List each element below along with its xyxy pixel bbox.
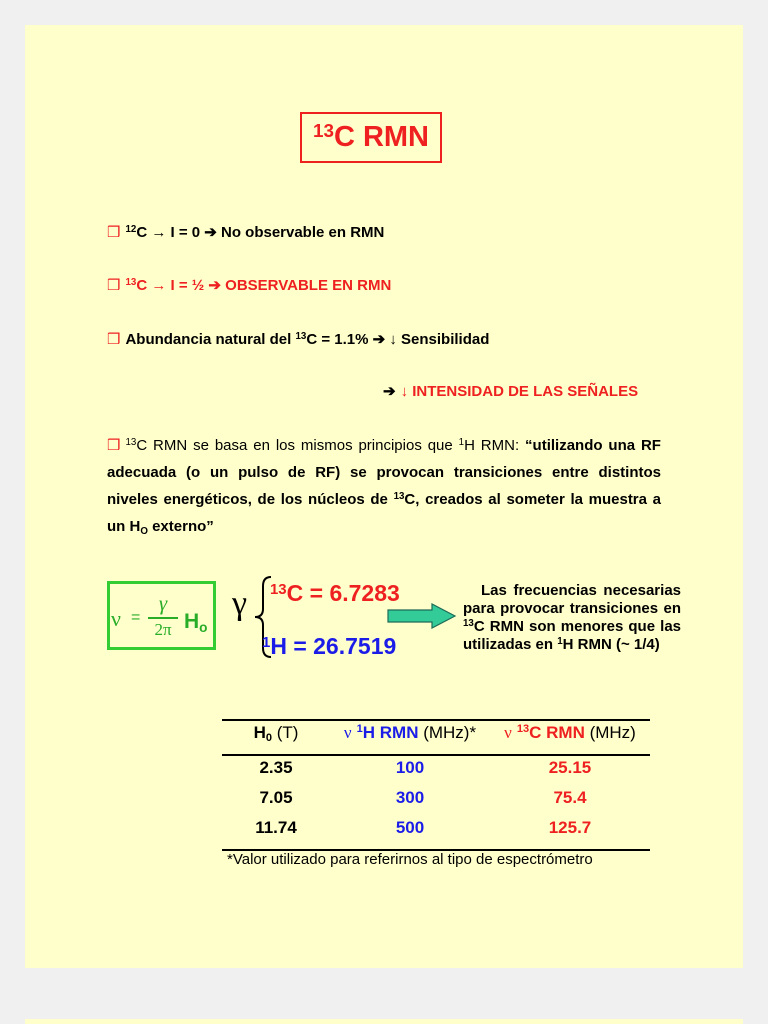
header-1h-frequency <box>330 722 490 744</box>
table-header-row <box>222 722 650 744</box>
gyromagnetic-ratio-symbol: γ <box>232 585 248 622</box>
fraction-numerator: γ <box>158 591 168 615</box>
13c-frequency-value: 25.15 <box>548 758 592 777</box>
bullet-text-prefix: Abundancia natural del <box>125 331 296 348</box>
1h-frequency-value: 500 <box>395 818 425 837</box>
field-subscript: O <box>140 525 148 537</box>
field-value: 11.74 <box>255 818 297 837</box>
note-line: Las frecuencias necesarias <box>481 582 681 599</box>
fraction <box>147 584 179 647</box>
table-row <box>222 757 650 779</box>
paragraph-text: C RMN se basa en los mismos principios que <box>136 437 459 454</box>
paragraph-line <box>107 486 661 513</box>
header-label: C RMN <box>529 723 585 742</box>
field-letter: H <box>184 610 200 633</box>
next-slide-page-edge <box>25 1019 743 1024</box>
paragraph-quote: adecuada (o un pulso de RF) se provocan transiciones entre distintos <box>107 464 661 481</box>
header-13c-frequency <box>490 722 650 744</box>
table-row <box>222 787 650 809</box>
title-box <box>300 112 442 163</box>
mass-number: 12 <box>125 224 137 236</box>
equals-sign: = <box>131 609 141 626</box>
title-mass-number: 13 <box>312 119 334 141</box>
header-field-symbol: H <box>253 723 266 742</box>
mass-number: 13 <box>295 331 307 343</box>
square-bullet-icon: ❒ <box>107 276 121 294</box>
magnetic-field-symbol <box>184 610 208 636</box>
paragraph-text: H RMN: <box>464 437 526 454</box>
square-bullet-icon: ❒ <box>107 436 121 454</box>
paragraph-line <box>107 513 661 540</box>
bullet-continuation <box>383 382 638 402</box>
header-label: H RMN <box>362 723 419 742</box>
mass-number: 1 <box>557 636 563 648</box>
1h-frequency-value: 100 <box>395 758 425 777</box>
paragraph-quote: un H <box>107 518 141 535</box>
field-value: 7.05 <box>259 788 293 807</box>
square-bullet-icon: ❒ <box>107 330 121 348</box>
field-subscript: o <box>199 620 208 636</box>
mass-number: 13 <box>125 437 137 449</box>
bullet-natural-abundance <box>107 329 489 352</box>
note-text: utilizadas en <box>463 636 558 653</box>
note-text: C RMN son menores que las <box>473 618 681 635</box>
mass-number: 13 <box>125 277 137 289</box>
paragraph-quote: niveles energéticos, de los núcleos de <box>107 491 394 508</box>
note-line <box>463 618 681 636</box>
mass-number: 13 <box>463 618 474 630</box>
table-header-rule <box>222 754 650 756</box>
fraction-bar <box>148 617 178 619</box>
right-arrow-icon <box>387 602 457 630</box>
table-footnote: *Valor utilizado para referirnos al tipo de espectrómetro <box>227 851 593 868</box>
mass-number: 1 <box>262 633 271 651</box>
gamma-13c-value <box>270 579 400 611</box>
bullet-text: C = 1.1% ➔ ↓ Sensibilidad <box>306 331 490 348</box>
paragraph-line <box>107 459 661 486</box>
header-field <box>222 722 330 744</box>
mass-number: 1 <box>356 723 363 736</box>
mass-number: 13 <box>393 491 405 503</box>
frequency-note <box>463 582 681 654</box>
signal-intensity-text: ↓ INTENSIDAD DE LAS SEÑALES <box>400 383 639 400</box>
gamma-1h-text: H = 26.7519 <box>270 633 397 659</box>
page-title: C RMN <box>333 121 429 153</box>
bullet-12c-spin <box>107 222 384 245</box>
gamma-13c-text: C = 6.7283 <box>286 580 400 606</box>
right-arrow-icon: ➔ <box>383 383 396 400</box>
paragraph-quote: externo” <box>147 518 214 535</box>
note-line: para provocar transiciones en <box>463 600 681 617</box>
gamma-1h-value <box>262 632 396 664</box>
13c-frequency-value: 125.7 <box>548 818 592 837</box>
1h-frequency-value: 300 <box>395 788 425 807</box>
header-field-subscript: 0 <box>265 732 272 745</box>
header-unit: (T) <box>272 723 299 742</box>
paragraph-line <box>107 432 661 459</box>
paragraph-quote: “utilizando una RF <box>525 437 661 454</box>
table-row <box>222 817 650 839</box>
mass-number: 13 <box>270 580 287 598</box>
table-top-rule <box>222 719 650 721</box>
header-unit: (MHz) <box>584 723 636 742</box>
note-line <box>463 636 681 654</box>
bullet-text: C → I = ½ ➔ OBSERVABLE EN RMN <box>136 277 392 294</box>
fraction-denominator: 2π <box>154 620 172 639</box>
square-bullet-icon: ❒ <box>107 223 121 241</box>
bullet-13c-spin <box>107 275 391 298</box>
note-text: H RMN (~ 1/4) <box>562 636 660 653</box>
mass-number: 13 <box>516 723 530 736</box>
field-value: 2.35 <box>259 758 293 777</box>
frequency-symbol: ν <box>504 723 512 742</box>
header-unit: (MHz)* <box>418 723 477 742</box>
mass-number: 1 <box>458 437 465 449</box>
larmor-formula-box <box>107 581 216 650</box>
bullet-text: C → I = 0 ➔ No observable en RMN <box>136 224 385 241</box>
13c-frequency-value: 75.4 <box>553 788 587 807</box>
paragraph-quote: C, creados al someter la muestra a <box>404 491 661 508</box>
frequency-symbol: ν <box>111 606 121 631</box>
principle-paragraph <box>107 432 661 540</box>
frequency-symbol: ν <box>343 723 352 742</box>
